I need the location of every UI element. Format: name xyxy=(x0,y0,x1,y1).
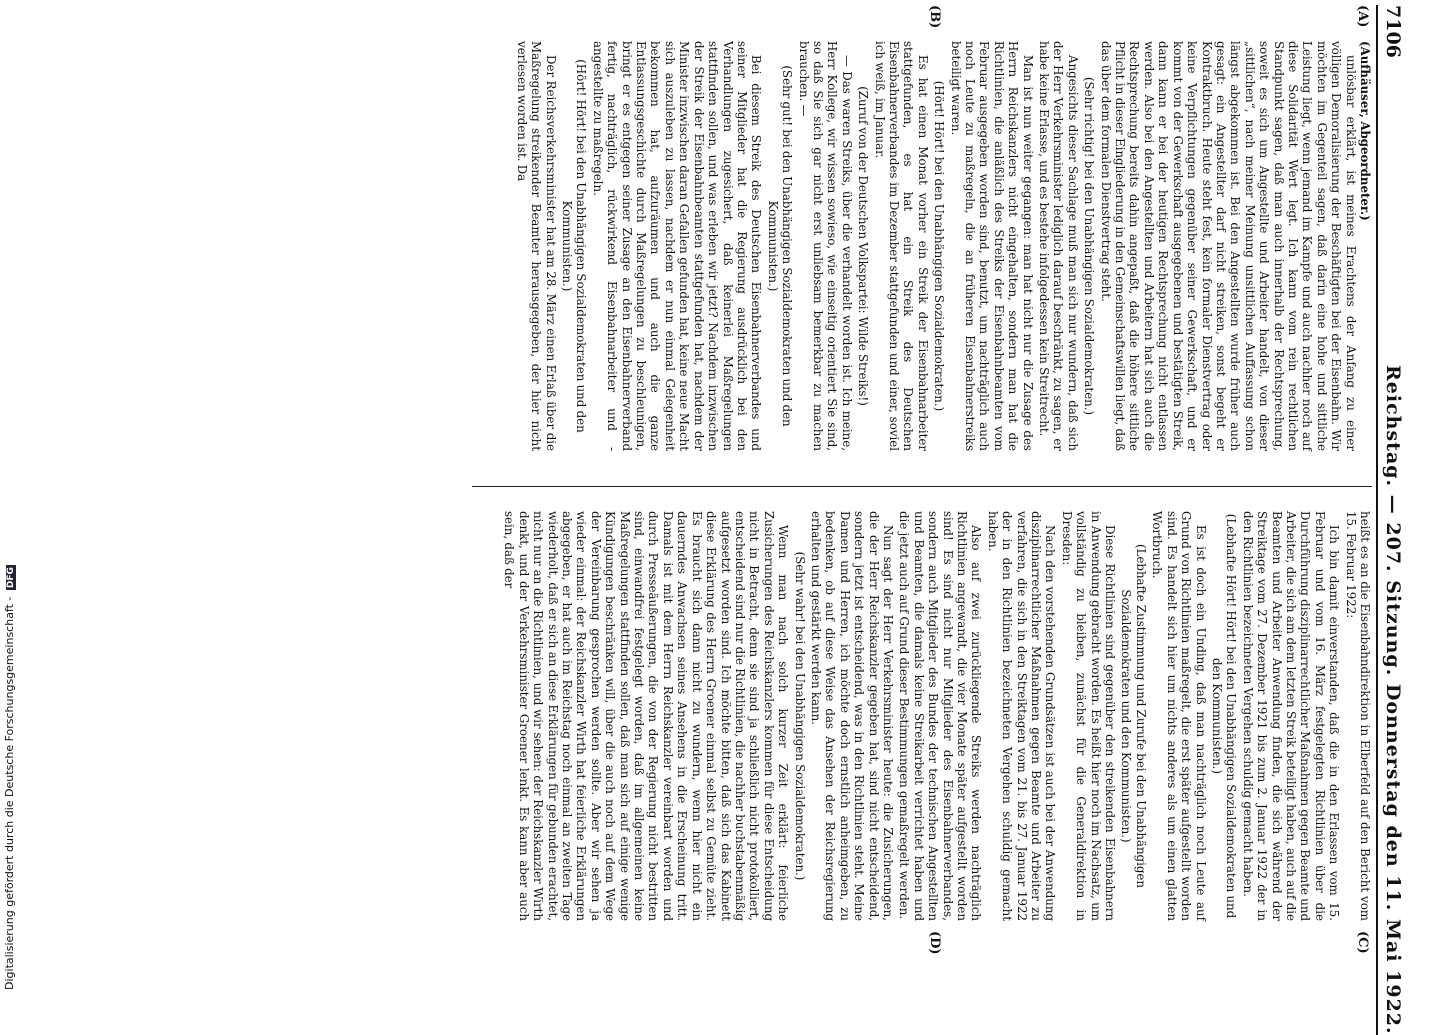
paragraph: — Das waren Streiks, über die verhandelt worden ist. Ich meine, Herr Kollege, wir wissen sowieso, wie einseitig orientiert Sie sind, so daß Sie sich gar nicht erst unliebsam bemerkbar zu machen brauchen. — xyxy=(796,41,854,451)
paragraph: Diese Richtlinien sind gegenüber den streikenden Eisenbahnern in Anwendung gebracht worden. Es heißt hier noch im Nachsatz, um vollständig zu bleiben, zunächst für die Generaldirektion in Dresden: xyxy=(1059,511,1118,921)
margin-marker-c: (C) xyxy=(1355,931,1370,954)
interjection: (Sehr gut! bei den Unabhängigen Sozialdemokraten und den Kommunisten.) xyxy=(765,65,795,427)
digitization-footer xyxy=(3,10,17,990)
margin-marker-d: (D) xyxy=(927,931,942,955)
dfg-logo-icon: DFG xyxy=(6,567,16,589)
rotated-page xyxy=(82,0,1412,1035)
interjection: (Sehr wahr! bei den Unabhängigen Sozialdemokraten.) xyxy=(792,551,807,881)
paragraph: unlösbar erklärt, ist meines Erachtens der Anfang zu einer völligen Demoralisierung der Beschäftigten bei der Eisenbahn. Wir möchten im Gegenteil sagen, daß darin eine hohe und sittliche Leistung liegt, wenn jemand im Kampfe und auch nachher noch auf diese Solidarität Wert legt. Ich kann vom rein rechtlichen Standpunkt sagen, daß man auch innerhalb der Rechtsprechung, soweit es sich um Angestellte und Arbeiter handelt, von dieser „sittlichen“, nach meiner Meinung unsittlichen Auffassung schon längst abgekommen ist. Bei den Angestellten wurde früher auch gesagt: ein Angestellter darf nicht streiken, sonst begeht er Kontraktbruch. Heute steht fest, kein formaler Dienstvertrag oder keine Verpflichtungen gegenüber seiner Gewerkschaft, und er kommt von der Gewerkschaft ausgegebenen und bestätigten Streik, dann kann er bei der heutigen Rechtsprechung nicht entlassen werden. Also bei den Angestellten und Arbeitern hat sich auch die Rechtsprechung bereits dahin angepaßt, daß die höhere sittliche Pflicht in dieser Eingliederung in den Gemeinschaftswillen liegt, daß das über dem formalen Dienstvertrag steht. xyxy=(1098,41,1358,451)
left-column xyxy=(512,41,1372,451)
margin-marker-a: (A) xyxy=(1355,5,1370,28)
paragraph: Wenn man nach solch kurzer Zeit erklärt: feierliche Zusicherungen des Reichskanzlers kommen für diese Entscheidung nicht in Betracht, denn sie sind ja schließlich nicht protokolliert, entscheidend sind nur die Richtlinien, die nachher buchstabenmäßig aufgesetzt worden sind. Ich möchte bitten, daß sich das Kabinett diese Erklärung des Herrn Groener einmal selbst zu Gemüte zieht. Es braucht sich dann nicht zu wundern, wenn hier nicht ein dauerndes Anwachsen seines Ansehens in die Erscheinung tritt. Damals ist mit dem Herrn Reichskanzler vereinbart worden und durch Presseäußerungen, die von der Regierung nicht bestritten sind, einwandfrei festgelegt worden, daß im allgemeinen keine Maßregelungen stattfinden sollen, daß man sich auf einige wenige Kündigungen beschränken will, über die auch noch auf dem Wege der Vereinbarung gesprochen werden sollte. Aber wir sehen ja wieder einmal: der Reichskanzler Wirth hat feierliche Erklärungen abgegeben, er hat auch im Reichstag noch einmal an zweiten Tage wiederholt, daß er sich an diese Erklärungen für gebunden erachtet, nicht nur an die Richtlinien, und wir sehen: der Reichskanzler Wirth denkt, und der Verkehrsminister Groener lenkt. Es kann aber auch sein, daß der xyxy=(502,511,791,921)
paragraph: Angesichts dieser Sachlage muß man sich nur wundern, daß sich der Herr Verkehrsminister lediglich darauf beschränkt, zu sagen, er habe keine Erlasse, und es bestehe infolgedessen kein Streitrecht. xyxy=(1037,41,1080,451)
quoted-paragraph: Ich bin damit einverstanden, daß die in den Erlassen vom 15. Februar und vom 16. März festgelegten Richtlinien über die Durchführung disziplinarrechtlicher Maßnahmen gegen Beamte und Arbeiter, die sich am dem letzten Streik beteiligt haben, auch auf die Beamten und Arbeiter Anwendung finden, die sich während der Streiktage vom 27. Dezember 1921 bis zum 2. Januar 1922 der in den Richtlinien bezeichneten Vergehen schuldig gemacht haben. xyxy=(1240,511,1342,921)
paragraph: heißt es an die Eisenbahndirektion in Elberfeld auf den Bericht vom 15. Februar 1922: xyxy=(1343,511,1372,921)
paragraph: Nun sagt der Herr Verkehrsminister heute: die Zusicherungen, die der Herr Reichskanzler gegeben hat, sind nicht entscheidend, sondern jetzt ist entscheidend, was in den Richtlinien steht. Meine Damen und Herren, ich möchte doch ernstlich anheimgeben, zu bedenken, ob auf diese Weise das Ansehen der Reichsregierung erhalten und gestärkt werden kann. xyxy=(808,511,895,921)
interjection: (Hört! Hört! bei den Unabhängigen Sozialdemokraten und den Kommunisten.) xyxy=(560,59,589,433)
interjection: (Lebhafte Hört! Hört! bei den Unabhängigen Sozialdemokraten und den Kommunisten.) xyxy=(1209,513,1239,919)
paragraph: Bei diesem Streik des Deutschen Eisenbahnerverbandes und seiner Mitglieder hat die Regierung ausdrücklich bei den Verhandlungen zugesichert, daß keinerlei Maßregelungen stattfinden sollen, und was erleben wir jetzt? Nachdem inzwischen der Streik der Eisenbahnbeamten stattgefunden hat, nachdem der Minister inzwischen daran Gefallen gefunden hat, keine neue Macht sich auszuleben zu lassen, nachdem er nun einmal Gelegenheit bekommen hat, aufzuräumen und auch die ganze Entlassungsgeschichte durch Maßregelungen zu beschleunigen, bringt er es entgegen seiner Zusage an den Eisenbahnerverband fertig, nachträglich, rückwirkend Eisenbahnarbeiter und -angestellte zu maßregeln. xyxy=(590,41,764,451)
paragraph: Es hat einen Monat vorher ein Streik der Eisenbahnarbeiter stattgefunden, es hat ein Streik des Deutschen Eisenbahnerverbandes im Dezember stattgefunden und einer, soviel ich weiß, im Januar. xyxy=(872,41,930,451)
page-header xyxy=(1376,5,1404,1035)
interjection: (Zuruf von der Deutschen Volkspartei: Wilde Streiks!) xyxy=(856,86,871,406)
interjection: (Sehr richtig! bei den Unabhängigen Sozialdemokraten.) xyxy=(1082,76,1097,416)
paragraph: Also auf zwei zurückliegende Streiks werden nachträglich Richtlinien angewandt, die vier Monate später aufgestellt worden sind! Es sind nicht nur Mitglieder des Eisenbahnerverbandes, sondern auch Mitglieder des Bundes der technischen Angestellten und Beamten, die damals keine Streikarbeit verrichtet haben und die jetzt auch auf Grund dieser Bestimmungen gemaßregelt werden. xyxy=(897,511,984,921)
footer-text: Digitalisierung gefördert durch die Deutsche Forschungsgemeinschaft - xyxy=(3,596,16,990)
margin-marker-b: (B) xyxy=(927,5,942,29)
quoted-paragraph: Nach den vorstehenden Grundsätzen ist auch bei der Anwendung disziplinarrechtlicher Maßnahmen gegen Beamte und Arbeiter zu verfahren, die sich in den Streiktagen vom 21. bis 27. Januar 1922 der in den Richtlinien bezeichneten Vergehen schuldig gemacht haben. xyxy=(985,511,1058,921)
right-column xyxy=(500,511,1372,921)
paragraph: Man ist nun weiter gegangen: man hat nicht nur die Zusage des Herrn Reichskanzlers nicht eingehalten, sondern man hat die Richtlinien, die anläßlich des Streiks der Eisenbahnbeamten vom Februar ausgegeben worden sind, benutzt, um nachträglich auch noch Leute zu maßregeln, die an früheren Eisenbahnerstreiks beteiligt waren. xyxy=(948,41,1035,451)
column-divider xyxy=(472,486,1372,487)
speaker-name: (Aufhäuser, Abgeordneter.) xyxy=(1358,41,1372,221)
page-number: 7106 xyxy=(1382,5,1404,58)
paragraph: Der Reichsverkehrsminister hat am 28. März einen Erlaß über die Maßregelung streikender Beamter herausgegeben, der hier nicht verlesen worden ist. Da xyxy=(514,41,558,451)
page-title: Reichstag. — 207. Sitzung. Donnerstag den 11. Mai 1922. xyxy=(1382,365,1404,1035)
paragraph: Es ist doch ein Unding, daß man nachträglich noch Leute auf Grund von Richtlinien maßregelt, die erst später aufgestellt worden sind. Es handelt sich hier um nichts anderes als um einen glatten Wortbruch. xyxy=(1150,511,1208,921)
interjection: (Hört! Hört! bei den Unabhängigen Sozialdemokraten.) xyxy=(932,80,947,412)
interjection: (Lebhafte Zustimmung und Zurufe bei den Unabhängigen Sozialdemokraten und den Kommunisten.) xyxy=(1119,543,1148,889)
